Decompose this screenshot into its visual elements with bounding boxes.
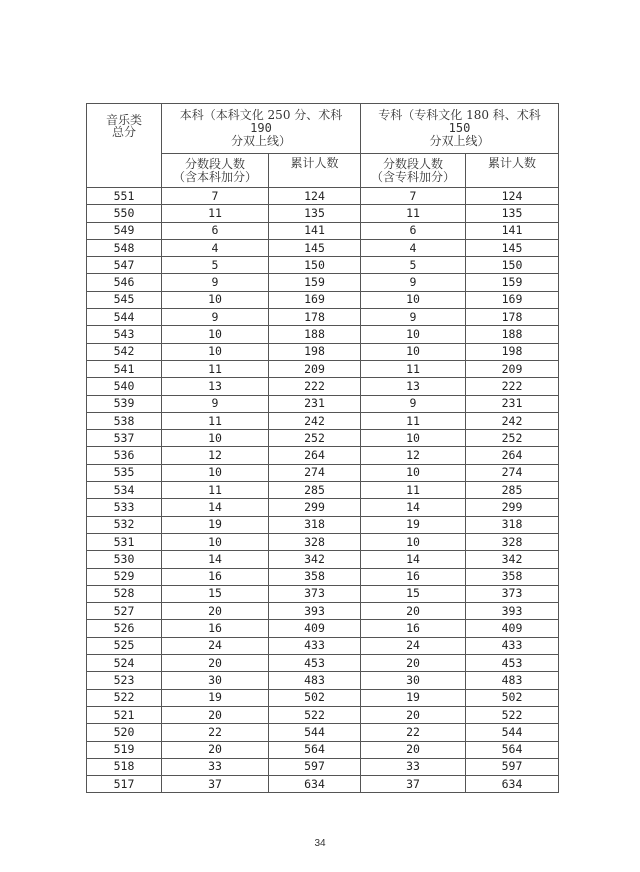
associate-total-cell: 198 (466, 343, 559, 360)
associate-count-cell: 19 (361, 516, 466, 533)
bachelor-total-cell: 159 (269, 274, 361, 291)
table-row (87, 776, 559, 793)
score-cell: 524 (87, 655, 162, 672)
associate-count-cell: 19 (361, 689, 466, 706)
associate-total-cell: 209 (466, 360, 559, 377)
bachelor-count-cell: 24 (162, 637, 269, 654)
score-cell: 523 (87, 672, 162, 689)
associate-total-cell: 285 (466, 482, 559, 499)
score-cell: 538 (87, 412, 162, 429)
score-cell: 549 (87, 222, 162, 239)
score-cell: 521 (87, 706, 162, 723)
associate-count-cell: 7 (361, 188, 466, 205)
score-cell: 543 (87, 326, 162, 343)
associate-count-cell: 10 (361, 533, 466, 550)
associate-count-cell: 15 (361, 585, 466, 602)
table-row (87, 724, 559, 741)
bachelor-count-cell: 10 (162, 291, 269, 308)
associate-total-cell: 502 (466, 689, 559, 706)
table-row (87, 672, 559, 689)
associate-total-cell: 393 (466, 603, 559, 620)
associate-count-cell: 20 (361, 655, 466, 672)
bachelor-total-cell: 453 (269, 655, 361, 672)
score-cell: 537 (87, 430, 162, 447)
bachelor-total-header (269, 154, 361, 188)
table-row (87, 291, 559, 308)
bachelor-total-cell: 209 (269, 360, 361, 377)
score-cell: 532 (87, 516, 162, 533)
associate-count-cell: 16 (361, 620, 466, 637)
associate-group-header (361, 104, 559, 154)
table-row (87, 395, 559, 412)
bachelor-count-cell: 12 (162, 447, 269, 464)
table-row (87, 222, 559, 239)
bachelor-count-cell: 4 (162, 239, 269, 256)
table-row (87, 551, 559, 568)
table-row (87, 568, 559, 585)
score-cell: 529 (87, 568, 162, 585)
bachelor-count-cell: 20 (162, 655, 269, 672)
associate-total-cell: 145 (466, 239, 559, 256)
bachelor-total-cell: 231 (269, 395, 361, 412)
bachelor-count-cell: 20 (162, 706, 269, 723)
score-cell: 542 (87, 343, 162, 360)
bachelor-total-cell: 145 (269, 239, 361, 256)
associate-total-cell: 453 (466, 655, 559, 672)
table-row (87, 430, 559, 447)
associate-count-cell: 4 (361, 239, 466, 256)
associate-count-cell: 12 (361, 447, 466, 464)
bachelor-total-cell: 522 (269, 706, 361, 723)
bachelor-total-label: 累计人数 (290, 156, 339, 170)
table-row (87, 239, 559, 256)
associate-total-cell: 544 (466, 724, 559, 741)
associate-total-cell: 634 (466, 776, 559, 793)
bachelor-count-cell: 7 (162, 188, 269, 205)
bachelor-total-cell: 135 (269, 205, 361, 222)
associate-total-cell: 188 (466, 326, 559, 343)
bachelor-count-cell: 11 (162, 360, 269, 377)
score-cell: 530 (87, 551, 162, 568)
bachelor-count-cell: 9 (162, 395, 269, 412)
bachelor-count-cell: 10 (162, 343, 269, 360)
table-row (87, 309, 559, 326)
bachelor-count-label: 分数段人数 (184, 156, 245, 171)
table-row (87, 482, 559, 499)
associate-total-cell: 252 (466, 430, 559, 447)
associate-count-cell: 10 (361, 326, 466, 343)
associate-count-cell: 10 (361, 343, 466, 360)
associate-total-cell: 328 (466, 533, 559, 550)
bachelor-count-cell: 33 (162, 758, 269, 775)
bachelor-total-cell: 178 (269, 309, 361, 326)
bachelor-count-cell: 19 (162, 689, 269, 706)
score-cell: 533 (87, 499, 162, 516)
score-cell: 545 (87, 291, 162, 308)
associate-count-cell: 30 (361, 672, 466, 689)
associate-count-cell: 33 (361, 758, 466, 775)
bachelor-total-cell: 222 (269, 378, 361, 395)
table-row (87, 188, 559, 205)
associate-count-note: （含专科加分） (371, 169, 456, 184)
score-cell: 544 (87, 309, 162, 326)
associate-count-label: 分数段人数 (383, 156, 444, 171)
bachelor-total-cell: 502 (269, 689, 361, 706)
associate-count-cell: 20 (361, 706, 466, 723)
score-cell: 526 (87, 620, 162, 637)
bachelor-total-cell: 409 (269, 620, 361, 637)
associate-total-cell: 150 (466, 257, 559, 274)
table-row (87, 343, 559, 360)
page-number: 34 (314, 838, 326, 849)
bachelor-total-cell: 634 (269, 776, 361, 793)
score-cell: 548 (87, 239, 162, 256)
associate-count-cell: 10 (361, 291, 466, 308)
table-row (87, 378, 559, 395)
associate-total-cell: 242 (466, 412, 559, 429)
bachelor-count-cell: 20 (162, 741, 269, 758)
bachelor-count-cell: 37 (162, 776, 269, 793)
score-cell: 534 (87, 482, 162, 499)
score-cell: 536 (87, 447, 162, 464)
associate-count-cell: 9 (361, 309, 466, 326)
associate-count-cell: 16 (361, 568, 466, 585)
associate-total-cell: 483 (466, 672, 559, 689)
table-row (87, 655, 559, 672)
associate-total-cell: 135 (466, 205, 559, 222)
score-cell: 517 (87, 776, 162, 793)
associate-count-cell: 11 (361, 482, 466, 499)
bachelor-count-cell: 10 (162, 430, 269, 447)
associate-total-cell: 318 (466, 516, 559, 533)
bachelor-total-cell: 285 (269, 482, 361, 499)
bachelor-count-cell: 15 (162, 585, 269, 602)
associate-count-cell: 14 (361, 551, 466, 568)
bachelor-count-cell: 5 (162, 257, 269, 274)
bachelor-count-cell: 9 (162, 309, 269, 326)
bachelor-count-cell: 11 (162, 205, 269, 222)
table-row (87, 360, 559, 377)
associate-total-cell: 141 (466, 222, 559, 239)
associate-count-cell: 11 (361, 412, 466, 429)
associate-total-cell: 299 (466, 499, 559, 516)
bachelor-count-cell: 6 (162, 222, 269, 239)
score-cell: 547 (87, 257, 162, 274)
bachelor-count-cell: 14 (162, 499, 269, 516)
bachelor-count-cell: 20 (162, 603, 269, 620)
associate-count-cell: 14 (361, 499, 466, 516)
score-cell: 550 (87, 205, 162, 222)
table-row (87, 758, 559, 775)
bachelor-count-cell: 16 (162, 620, 269, 637)
bachelor-total-cell: 483 (269, 672, 361, 689)
bachelor-count-cell: 30 (162, 672, 269, 689)
table-row (87, 741, 559, 758)
table-row (87, 326, 559, 343)
bachelor-count-note: （含本科加分） (172, 169, 257, 184)
associate-count-cell: 10 (361, 464, 466, 481)
corner-header (87, 104, 162, 188)
table-row (87, 274, 559, 291)
bachelor-header-line1: 本科（本科文化 250 分、术科 (179, 108, 343, 122)
associate-total-cell: 373 (466, 585, 559, 602)
associate-total-cell: 231 (466, 395, 559, 412)
score-cell: 528 (87, 585, 162, 602)
bachelor-total-cell: 274 (269, 464, 361, 481)
score-cell: 551 (87, 188, 162, 205)
associate-header-line2: 150 (448, 121, 471, 135)
bachelor-count-cell: 22 (162, 724, 269, 741)
associate-total-cell: 169 (466, 291, 559, 308)
bachelor-total-cell: 564 (269, 741, 361, 758)
table-row (87, 689, 559, 706)
score-cell: 518 (87, 758, 162, 775)
bachelor-count-cell: 10 (162, 326, 269, 343)
bachelor-total-cell: 342 (269, 551, 361, 568)
associate-total-cell: 159 (466, 274, 559, 291)
associate-total-cell: 124 (466, 188, 559, 205)
associate-total-cell: 342 (466, 551, 559, 568)
bachelor-total-cell: 299 (269, 499, 361, 516)
table-row (87, 516, 559, 533)
table-row (87, 447, 559, 464)
table-row (87, 533, 559, 550)
associate-header-line1: 专科（专科文化 180 科、术科 (378, 108, 541, 122)
associate-count-cell: 11 (361, 205, 466, 222)
associate-total-cell: 274 (466, 464, 559, 481)
table-row (87, 205, 559, 222)
bachelor-total-cell: 141 (269, 222, 361, 239)
associate-total-cell: 264 (466, 447, 559, 464)
associate-count-cell: 13 (361, 378, 466, 395)
associate-total-cell: 222 (466, 378, 559, 395)
bachelor-header-line2: 190 (250, 121, 272, 135)
associate-count-cell: 5 (361, 257, 466, 274)
score-cell: 520 (87, 724, 162, 741)
bachelor-total-cell: 252 (269, 430, 361, 447)
bachelor-total-cell: 198 (269, 343, 361, 360)
bachelor-count-cell: 11 (162, 412, 269, 429)
table-row (87, 257, 559, 274)
table-body (87, 188, 559, 793)
bachelor-total-cell: 433 (269, 637, 361, 654)
table-row (87, 499, 559, 516)
associate-total-cell: 564 (466, 741, 559, 758)
associate-count-cell: 9 (361, 274, 466, 291)
bachelor-count-cell: 10 (162, 533, 269, 550)
bachelor-total-cell: 597 (269, 758, 361, 775)
table-row (87, 412, 559, 429)
associate-count-cell: 11 (361, 360, 466, 377)
associate-total-cell: 433 (466, 637, 559, 654)
score-cell: 531 (87, 533, 162, 550)
score-cell: 541 (87, 360, 162, 377)
associate-total-cell: 522 (466, 706, 559, 723)
associate-count-cell: 20 (361, 603, 466, 620)
bachelor-count-cell: 14 (162, 551, 269, 568)
corner-label: 音乐类总分 (105, 113, 142, 139)
associate-count-cell: 22 (361, 724, 466, 741)
associate-count-cell: 37 (361, 776, 466, 793)
score-cell: 546 (87, 274, 162, 291)
associate-count-cell: 6 (361, 222, 466, 239)
associate-count-cell: 10 (361, 430, 466, 447)
bachelor-total-cell: 358 (269, 568, 361, 585)
associate-total-cell: 178 (466, 309, 559, 326)
score-cell: 540 (87, 378, 162, 395)
table-row (87, 603, 559, 620)
bachelor-count-cell: 19 (162, 516, 269, 533)
score-cell: 535 (87, 464, 162, 481)
score-cell: 519 (87, 741, 162, 758)
bachelor-count-cell: 11 (162, 482, 269, 499)
bachelor-total-cell: 544 (269, 724, 361, 741)
bachelor-total-cell: 318 (269, 516, 361, 533)
score-cell: 539 (87, 395, 162, 412)
associate-total-cell: 358 (466, 568, 559, 585)
associate-header-line3: 分双上线） (429, 134, 490, 148)
score-cell: 527 (87, 603, 162, 620)
bachelor-count-header (162, 154, 269, 188)
bachelor-total-cell: 264 (269, 447, 361, 464)
associate-count-cell: 24 (361, 637, 466, 654)
bachelor-total-cell: 328 (269, 533, 361, 550)
score-cell: 525 (87, 637, 162, 654)
table-row (87, 620, 559, 637)
bachelor-total-cell: 188 (269, 326, 361, 343)
table-row (87, 585, 559, 602)
bachelor-total-cell: 169 (269, 291, 361, 308)
bachelor-total-cell: 150 (269, 257, 361, 274)
bachelor-count-cell: 16 (162, 568, 269, 585)
table-row (87, 637, 559, 654)
bachelor-total-cell: 393 (269, 603, 361, 620)
score-distribution-table (86, 103, 559, 793)
associate-total-header (466, 154, 559, 188)
bachelor-count-cell: 9 (162, 274, 269, 291)
table-row (87, 464, 559, 481)
associate-total-cell: 409 (466, 620, 559, 637)
bachelor-total-cell: 242 (269, 412, 361, 429)
associate-total-cell: 597 (466, 758, 559, 775)
associate-count-header (361, 154, 466, 188)
bachelor-group-header (162, 104, 361, 154)
associate-count-cell: 20 (361, 741, 466, 758)
bachelor-header-line3: 分双上线） (231, 134, 292, 148)
bachelor-total-cell: 124 (269, 188, 361, 205)
bachelor-count-cell: 13 (162, 378, 269, 395)
bachelor-total-cell: 373 (269, 585, 361, 602)
bachelor-count-cell: 10 (162, 464, 269, 481)
associate-count-cell: 9 (361, 395, 466, 412)
table-row (87, 706, 559, 723)
associate-total-label: 累计人数 (488, 156, 537, 170)
score-cell: 522 (87, 689, 162, 706)
